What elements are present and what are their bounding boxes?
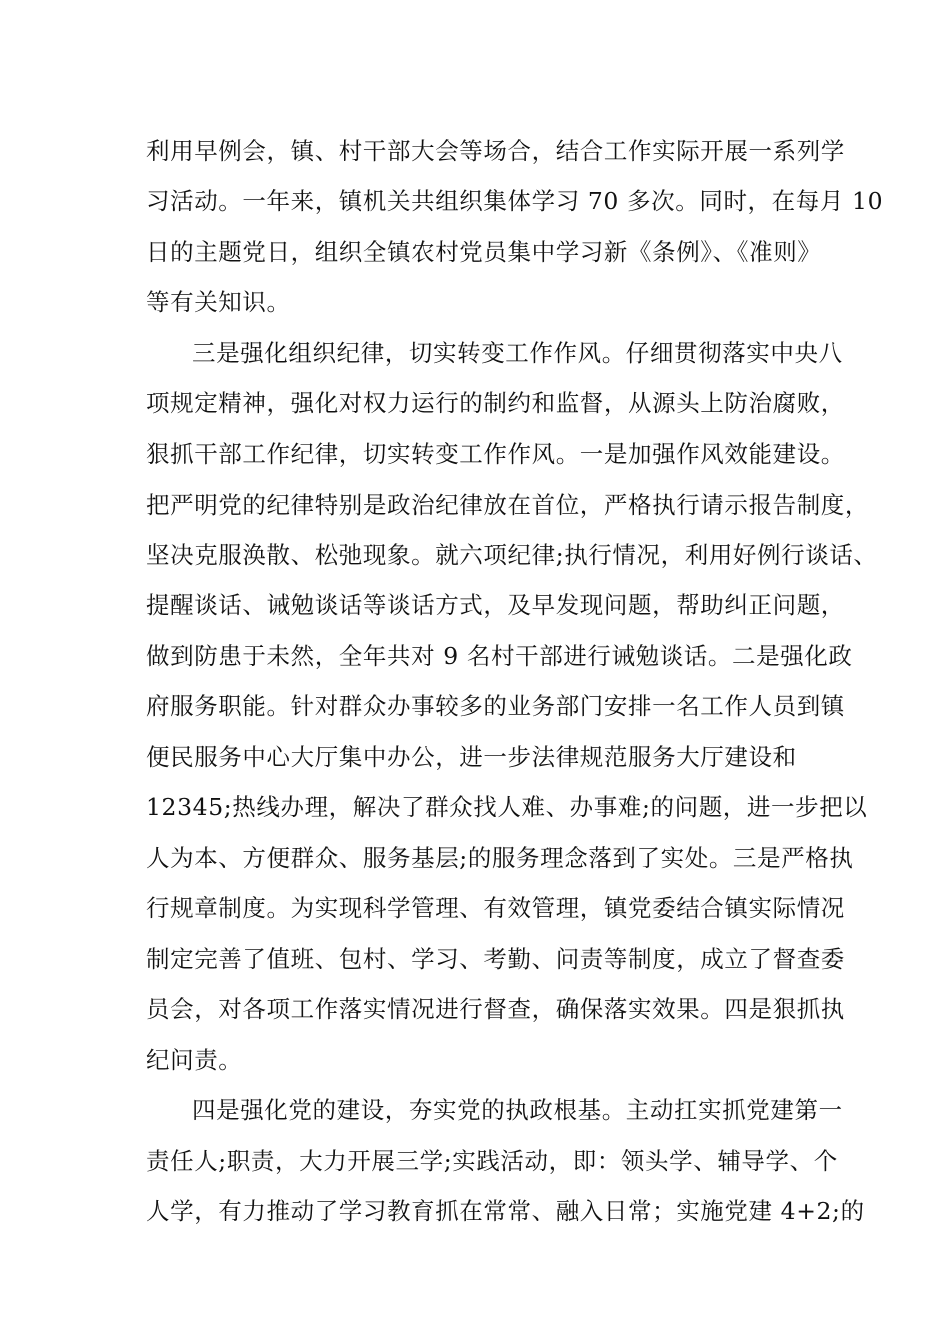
text-line: 提醒谈话、诫勉谈话等谈话方式，及早发现问题，帮助纠正问题， (146, 591, 845, 619)
paragraph-first-line: 四是强化党的建设，夯实党的执政根基。主动扛实抓党建第一 (192, 1096, 843, 1124)
text-line: 狠抓干部工作纪律，切实转变工作作风。一是加强作风效能建设。 (146, 440, 845, 468)
text-line: 纪问责。 (146, 1046, 243, 1074)
text-line: 12345;热线办理，解决了群众找人难、办事难;的问题，进一步把以 (146, 793, 868, 821)
text-line: 做到防患于未然，全年共对 9 名村干部进行诫勉谈话。二是强化政 (146, 642, 853, 670)
text-line: 习活动。一年来，镇机关共组织集体学习 70 多次。同时，在每月 10 (146, 187, 884, 215)
text-line: 便民服务中心大厅集中办公，进一步法律规范服务大厅建设和 (146, 743, 797, 771)
text-line: 行规章制度。为实现科学管理、有效管理，镇党委结合镇实际情况 (146, 894, 845, 922)
text-line: 把严明党的纪律特别是政治纪律放在首位，严格执行请示报告制度， (146, 491, 869, 519)
text-line: 员会，对各项工作落实情况进行督查，确保落实效果。四是狠抓执 (146, 995, 845, 1023)
text-line: 人学，有力推动了学习教育抓在常常、融入日常；实施党建 4+2;的 (146, 1197, 865, 1225)
text-line: 日的主题党日，组织全镇农村党员集中学习新《条例》、《准则》 (146, 238, 822, 266)
text-line: 人为本、方便群众、服务基层;的服务理念落到了实处。三是严格执 (146, 844, 854, 872)
text-line: 坚决克服涣散、松弛现象。就六项纪律;执行情况，利用好例行谈话、 (146, 541, 878, 569)
paragraph-first-line: 三是强化组织纪律，切实转变工作作风。仔细贯彻落实中央八 (192, 339, 843, 367)
text-line: 等有关知识。 (146, 288, 291, 316)
text-line: 制定完善了值班、包村、学习、考勤、问责等制度，成立了督查委 (146, 945, 845, 973)
text-line: 利用早例会，镇、村干部大会等场合，结合工作实际开展一系列学 (146, 137, 845, 165)
text-line: 责任人;职责，大力开展三学;实践活动，即：领头学、辅导学、个 (146, 1147, 838, 1175)
text-line: 府服务职能。针对群众办事较多的业务部门安排一名工作人员到镇 (146, 692, 845, 720)
text-line: 项规定精神，强化对权力运行的制约和监督，从源头上防治腐败， (146, 389, 845, 417)
